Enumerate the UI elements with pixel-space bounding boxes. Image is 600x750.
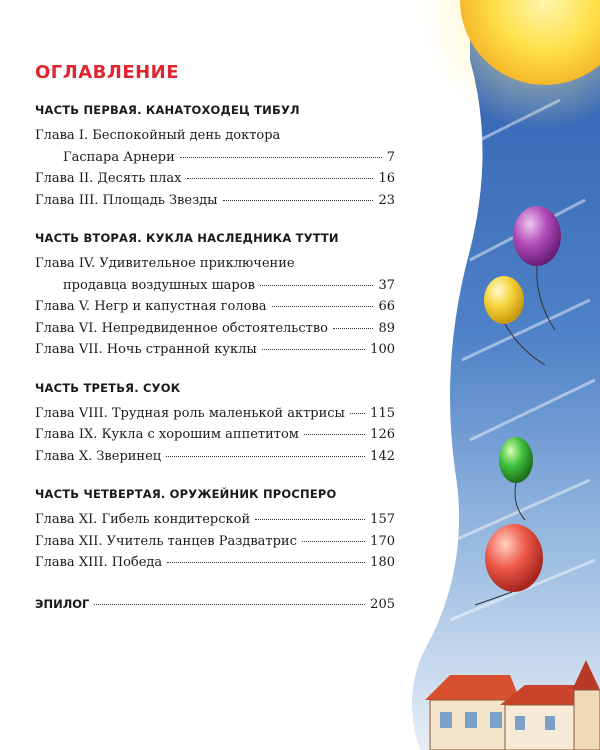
toc-entry[interactable]	[35, 318, 395, 340]
page-number: 23	[378, 192, 395, 208]
chapter-title: Глава VII. Ночь странной куклы	[35, 342, 257, 357]
chapter-title: Глава V. Негр и капустная голова	[35, 299, 267, 314]
dot-leader	[260, 285, 374, 286]
chapter-title: Гаспара Арнери	[63, 149, 175, 165]
toc-entry[interactable]	[35, 531, 395, 553]
chapter-title: Глава IX. Кукла с хорошим аппетитом	[35, 427, 299, 442]
dot-leader	[302, 541, 365, 542]
toc-entry[interactable]	[35, 446, 395, 468]
toc-entry[interactable]	[35, 552, 395, 574]
toc-entry[interactable]	[35, 424, 395, 446]
dot-leader	[255, 519, 365, 520]
page-number: 126	[370, 427, 395, 442]
part-title: ЧАСТЬ ЧЕТВЕРТАЯ. ОРУЖЕЙНИК ПРОСПЕРО	[35, 487, 337, 501]
dot-leader	[262, 349, 365, 350]
chapter-title: Глава XIII. Победа	[35, 555, 163, 570]
dot-leader	[223, 200, 374, 201]
part-1	[35, 103, 395, 211]
part-3	[35, 381, 395, 468]
toc-entry-continued[interactable]	[35, 147, 395, 169]
toc-entry-epilogue[interactable]	[35, 594, 395, 616]
table-of-contents	[35, 62, 395, 615]
toc-entry[interactable]	[35, 190, 395, 212]
page-number: 115	[370, 405, 395, 421]
part-title: ЧАСТЬ ПЕРВАЯ. КАНАТОХОДЕЦ ТИБУЛ	[35, 103, 300, 117]
dot-leader	[166, 456, 365, 457]
part-title: ЧАСТЬ ТРЕТЬЯ. СУОК	[35, 380, 181, 395]
page-number: 7	[386, 149, 395, 165]
chapter-title: Глава I. Беспокойный день доктора	[35, 128, 281, 143]
page-number: 66	[378, 299, 395, 314]
page-number: 89	[378, 320, 395, 336]
chapter-title: Глава XI. Гибель кондитерской	[35, 512, 251, 527]
chapter-title: Глава X. Зверинец	[35, 448, 162, 464]
dot-leader	[333, 328, 373, 329]
chapter-title: Глава III. Площадь Звезды	[35, 192, 218, 208]
page-number: 37	[378, 277, 395, 293]
dot-leader	[167, 562, 365, 563]
part-4	[35, 487, 395, 574]
page-number: 100	[370, 342, 395, 357]
part-title: ЧАСТЬ ВТОРАЯ. КУКЛА НАСЛЕДНИКА ТУТТИ	[35, 231, 339, 245]
chapter-title: Глава VI. Непредвиденное обстоятельство	[35, 320, 328, 336]
toc-entry[interactable]	[35, 403, 395, 425]
dot-leader	[350, 413, 365, 414]
chapter-title: Глава II. Десять плах	[35, 171, 182, 186]
page-number: 16	[378, 171, 395, 186]
chapter-title: продавца воздушных шаров	[63, 277, 255, 293]
dot-leader	[94, 604, 365, 605]
toc-entry[interactable]	[35, 509, 395, 531]
epilogue-label: ЭПИЛОГ	[35, 596, 90, 611]
dot-leader	[180, 157, 382, 158]
chapter-title: Глава XII. Учитель танцев Раздватрис	[35, 533, 297, 549]
part-2	[35, 231, 395, 361]
chapter-title: Глава IV. Удивительное приключение	[35, 256, 295, 271]
toc-entry-continued[interactable]	[35, 275, 395, 297]
dot-leader	[272, 306, 374, 307]
page-number: 205	[370, 596, 395, 612]
dot-leader	[304, 434, 365, 435]
dot-leader	[187, 178, 374, 179]
chapter-title: Глава VIII. Трудная роль маленькой актрисы	[35, 405, 345, 421]
toc-heading: ОГЛАВЛЕНИЕ	[35, 62, 180, 83]
page-number: 157	[370, 512, 395, 527]
page-number: 142	[370, 448, 395, 464]
toc-entry[interactable]	[35, 296, 395, 318]
toc-entry[interactable]	[35, 253, 395, 275]
page-number: 170	[370, 533, 395, 549]
toc-entry[interactable]	[35, 168, 395, 190]
page-number: 180	[370, 555, 395, 570]
toc-entry[interactable]	[35, 125, 395, 147]
toc-entry[interactable]	[35, 339, 395, 361]
